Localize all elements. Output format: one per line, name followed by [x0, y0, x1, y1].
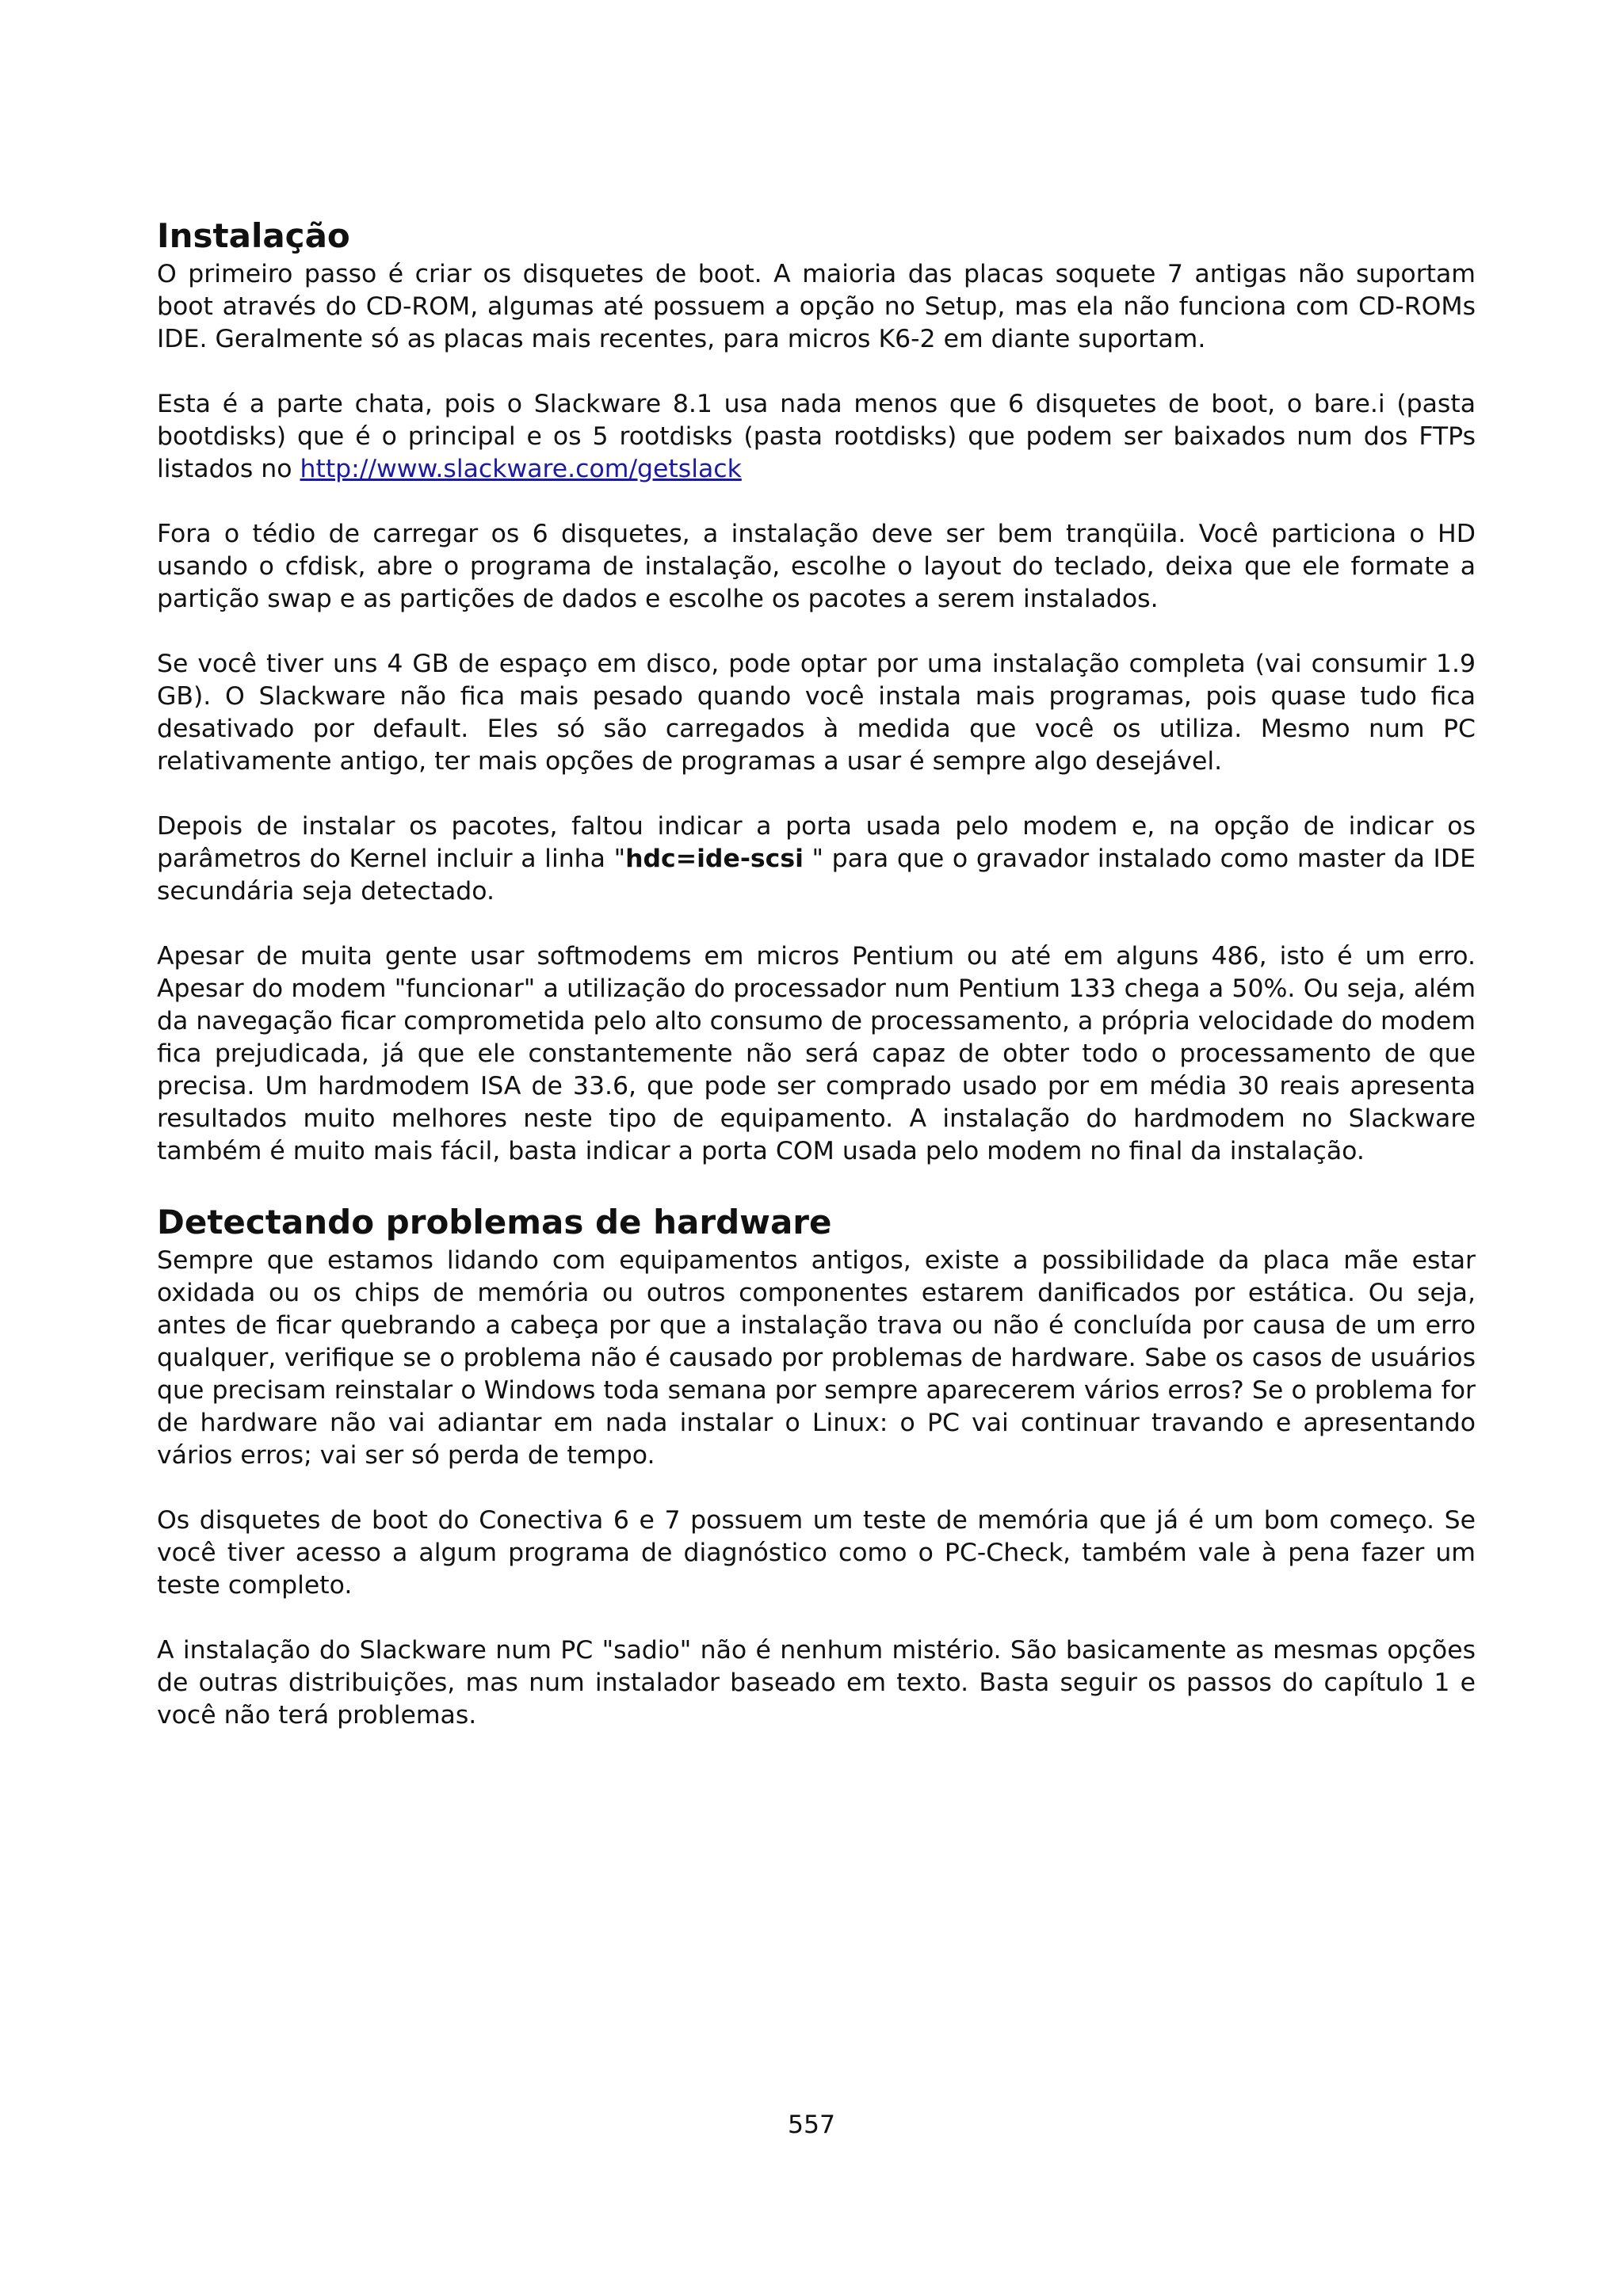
paragraph: Sempre que estamos lidando com equipamentos antigos, existe a possibilidade da placa mãe estar oxidada ou os chips de memória ou outros componentes estarem danificados por estática. Ou seja, antes de ficar quebrando a cabeça por que a instalação trava ou não é concluída por causa de um erro qualquer, verifique se o problema não é causado por problemas de hardware. Sabe os casos de usuários que precisam reinstalar o Windows toda semana por sempre aparecerem vários erros? Se o problema for de hardware não vai adiantar em nada instalar o Linux: o PC vai continuar travando e apresentando vários erros; vai ser só perda de tempo. [157, 1246, 1476, 1470]
section-title-instalacao: Instalação [157, 216, 350, 255]
section-title-detectando-problemas: Detectando problemas de hardware [157, 1203, 832, 1241]
kernel-parameter: hdc=ide-scsi [625, 845, 804, 873]
paragraph: Apesar de muita gente usar softmodems em micros Pentium ou até em alguns 486, isto é um erro. Apesar do modem "funcionar" a utilização do processador num Pentium 133 chega a 50%. Ou seja, além da navegação ficar comprometida pelo alto consumo de processamento, a própria velocidade do modem fica prejudicada, já que ele constantemente não será capaz de obter todo o processamento de que precisa. Um hardmodem ISA de 33.6, que pode ser comprado usado por em média 30 reais apresenta resultados muito melhores neste tipo de equipamento. A instalação do hardmodem no Slackware também é muito mais fácil, basta indicar a porta COM usada pelo modem no final da instalação. [157, 942, 1476, 1165]
paragraph: O primeiro passo é criar os disquetes de boot. A maioria das placas soquete 7 antigas não suportam boot através do CD-ROM, algumas até possuem a opção no Setup, mas ela não funciona com CD-ROMs IDE. Geralmente só as placas mais recentes, para micros K6-2 em diante suportam. [157, 260, 1476, 353]
paragraph [157, 810, 1476, 908]
paragraph: Os disquetes de boot do Conectiva 6 e 7 possuem um teste de memória que já é um bom começo. Se você tiver acesso a algum programa de diagnóstico como o PC-Check, também vale à pena fazer um teste completo. [157, 1506, 1476, 1600]
slackware-getslack-link[interactable]: http://www.slackware.com/getslack [300, 455, 742, 483]
paragraph-text: Depois de instalar os pacotes, faltou indicar a porta usada pelo modem e, na opção de indicar os parâmetros do Kernel incluir a linha " [157, 812, 1476, 873]
paragraph: Fora o tédio de carregar os 6 disquetes, a instalação deve ser bem tranqüila. Você particiona o HD usando o cfdisk, abre o programa de instalação, escolhe o layout do teclado, deixa que ele formate a partição swap e as partições de dados e escolhe os pacotes a serem instalados. [157, 520, 1476, 613]
paragraph: Se você tiver uns 4 GB de espaço em disco, pode optar por uma instalação completa (vai consumir 1.9 GB). O Slackware não fica mais pesado quando você instala mais programas, pois quase tudo fica desativado por default. Eles só são carregados à medida que você os utiliza. Mesmo num PC relativamente antigo, ter mais opções de programas a usar é sempre algo desejável. [157, 650, 1476, 776]
document-page [157, 214, 1476, 1732]
paragraph-text: Esta é a parte chata, pois o Slackware 8.1 usa nada menos que 6 disquetes de boot, o bare.i (pasta bootdisks) que é o principal e os 5 rootdisks (pasta rootdisks) que podem ser baixados num dos FTPs listados no [157, 390, 1476, 483]
page-number: 557 [787, 2111, 836, 2139]
paragraph: A instalação do Slackware num PC "sadio" não é nenhum mistério. São basicamente as mesmas opções de outras distribuições, mas num instalador baseado em texto. Basta seguir os passos do capítulo 1 e você não terá problemas. [157, 1636, 1476, 1730]
paragraph [157, 388, 1476, 486]
paragraph-text: " para que o gravador instalado como master da IDE secundária seja detectado. [157, 845, 1476, 906]
